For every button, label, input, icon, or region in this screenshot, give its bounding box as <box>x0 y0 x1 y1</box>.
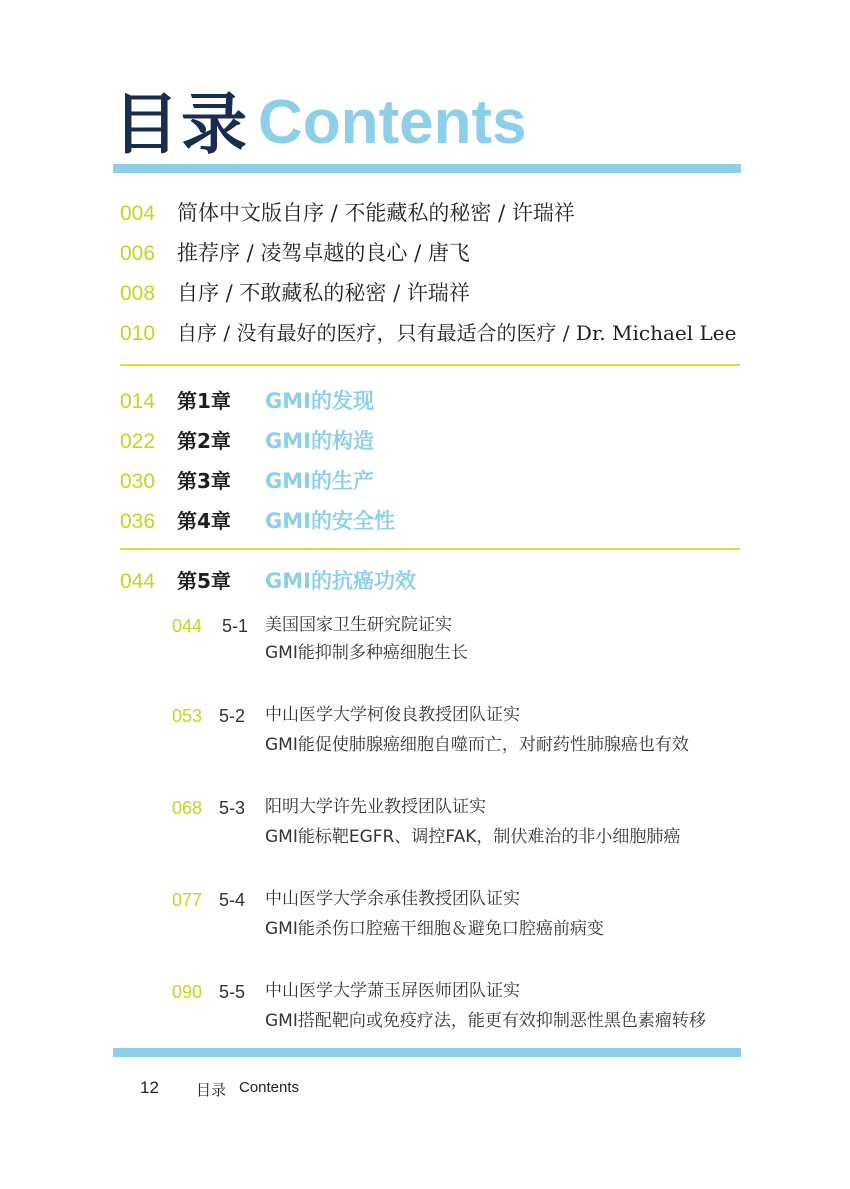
section-title[interactable]: 阳明大学许先业教授团队证实 <box>265 797 486 817</box>
preface-page: 004 <box>120 202 156 225</box>
section-title[interactable]: 中山医学大学柯俊良教授团队证实 <box>265 705 520 725</box>
section-title[interactable]: 中山医学大学余承佳教授团队证实 <box>265 889 520 909</box>
section-number: 5-4 <box>219 890 246 910</box>
preface-page: 008 <box>120 282 156 305</box>
footer-label-cn: 目录 <box>196 1081 227 1099</box>
chapter-title[interactable]: GMI的抗癌功效 <box>265 569 416 593</box>
section-page: 053 <box>172 706 203 726</box>
page-title-en: Contents <box>258 88 527 157</box>
divider <box>120 548 740 550</box>
chapter-page: 030 <box>120 470 156 493</box>
chapter-page: 036 <box>120 510 156 533</box>
preface-entry[interactable]: 推荐序 / 凌驾卓越的良心 / 唐飞 <box>177 241 470 265</box>
section-subtitle: GMI能标靶EGFR、调控FAK，制伏难治的非小细胞肺癌 <box>265 827 681 847</box>
section-number: 5-2 <box>219 706 246 726</box>
chapter-number: 第2章 <box>177 429 231 453</box>
chapter-title[interactable]: GMI的安全性 <box>265 509 395 533</box>
footer-label-en: Contents <box>239 1079 300 1096</box>
section-subtitle: GMI能抑制多种癌细胞生长 <box>265 643 468 663</box>
section-page: 077 <box>172 890 203 910</box>
preface-entry[interactable]: 自序 / 没有最好的医疗，只有最适合的医疗 / Dr. Michael Lee <box>177 321 737 345</box>
chapter-number: 第3章 <box>177 469 231 493</box>
preface-page: 010 <box>120 322 156 345</box>
chapter-title[interactable]: GMI的生产 <box>265 469 374 493</box>
section-page: 068 <box>172 798 203 818</box>
section-page: 044 <box>172 616 203 636</box>
section-number: 5-5 <box>219 982 246 1002</box>
page-title-cn: 目录 <box>113 86 249 163</box>
footer-bar <box>113 1048 741 1057</box>
preface-entry[interactable]: 简体中文版自序 / 不能藏私的秘密 / 许瑞祥 <box>177 201 575 225</box>
preface-entry[interactable]: 自序 / 不敢藏私的秘密 / 许瑞祥 <box>177 281 470 305</box>
section-page: 090 <box>172 982 203 1002</box>
section-title[interactable]: 美国国家卫生研究院证实 <box>265 615 452 635</box>
section-title[interactable]: 中山医学大学萧玉屏医师团队证实 <box>265 981 520 1001</box>
chapter-title[interactable]: GMI的构造 <box>265 429 374 453</box>
preface-page: 006 <box>120 242 156 265</box>
chapter-number: 第5章 <box>177 569 231 593</box>
chapter-number: 第1章 <box>177 389 231 413</box>
chapter-title[interactable]: GMI的发现 <box>265 389 374 413</box>
chapter-page: 014 <box>120 390 156 413</box>
header-bar <box>113 164 741 173</box>
page-number: 12 <box>140 1078 159 1097</box>
section-subtitle: GMI能杀伤口腔癌干细胞＆避免口腔癌前病变 <box>265 919 604 939</box>
divider <box>120 364 740 366</box>
chapter-number: 第4章 <box>177 509 231 533</box>
section-number: 5-3 <box>219 798 246 818</box>
chapter-page: 044 <box>120 570 156 593</box>
chapter-page: 022 <box>120 430 156 453</box>
section-subtitle: GMI能促使肺腺癌细胞自噬而亡，对耐药性肺腺癌也有效 <box>265 735 689 755</box>
section-subtitle: GMI搭配靶向或免疫疗法，能更有效抑制恶性黑色素瘤转移 <box>265 1011 706 1031</box>
section-number: 5-1 <box>222 616 249 636</box>
